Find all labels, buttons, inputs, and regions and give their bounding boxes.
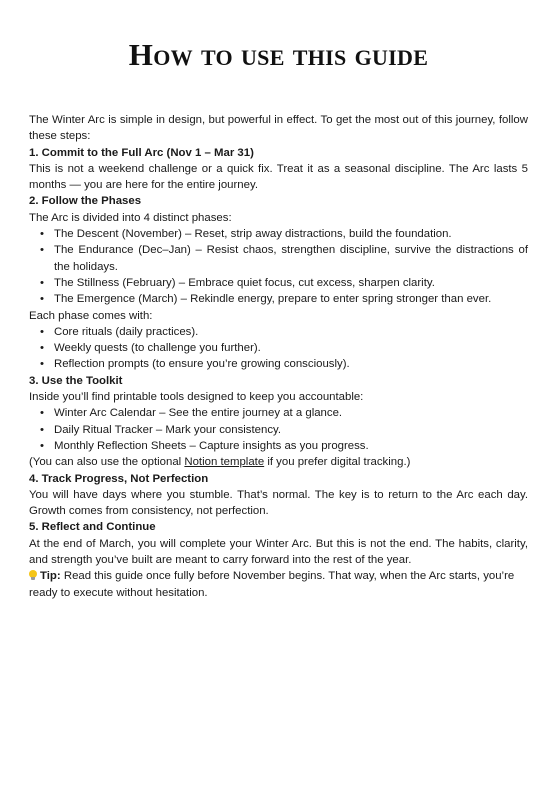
notion-template-link[interactable]: Notion template [184,456,265,469]
list-item: • Core rituals (daily practices). [54,324,528,340]
toolkit-list [29,405,528,454]
section-heading-toolkit: 3. Use the Toolkit [29,374,123,387]
list-item: • The Emergence (March) – Rekindle energy, prepare to enter spring stronger than ever. [54,291,528,307]
list-item: • The Stillness (February) – Embrace quiet focus, cut excess, sharpen clarity. [54,275,528,291]
list-item: • Winter Arc Calendar – See the entire journey at a glance. [54,405,528,421]
section-text-reflect: At the end of March, you will complete your Winter Arc. But this is not the end. The habits, clarity, and strength you’ve built are meant to carry forward into the rest of the year. [29,537,528,567]
tip-paragraph [29,568,528,601]
section-text-phases: The Arc is divided into 4 distinct phases: [29,211,232,224]
phases-list [29,226,528,307]
section-text-commit: This is not a weekend challenge or a quick fix. Treat it as a seasonal discipline. The Arc lasts 5 months — you are here for the entire journey. [29,162,528,192]
section-text-toolkit: Inside you’ll find printable tools designed to keep you accountable: [29,391,364,404]
note-text-after: if you prefer digital tracking.) [264,456,411,469]
list-item: • Reflection prompts (to ensure you’re growing consciously). [54,356,528,372]
lightbulb-icon [29,570,37,580]
list-item: • Daily Ritual Tracker – Mark your consistency. [54,422,528,438]
page-title: How to use this guide [128,37,429,72]
section-heading-reflect: 5. Reflect and Continue [29,521,156,534]
list-item: • The Descent (November) – Reset, strip away distractions, build the foundation. [54,226,528,242]
toolkit-note [29,454,528,470]
section-text-track: You will have days where you stumble. That’s normal. The key is to return to the Arc each day. Growth comes from consistency, not perfection. [29,488,528,518]
list-item: • The Endurance (Dec–Jan) – Resist chaos, strengthen discipline, survive the distractions of the holidays. [54,242,528,275]
list-item: • Weekly quests (to challenge you further). [54,340,528,356]
list-item: • Monthly Reflection Sheets – Capture insights as you progress. [54,438,528,454]
tip-text: Read this guide once fully before November begins. That way, when the Arc starts, you’re ready to execute without hesitation. [29,570,515,599]
tip-label: Tip: [40,570,61,583]
section-heading-track: 4. Track Progress, Not Perfection [29,472,209,485]
phase-includes-text: Each phase comes with: [29,309,153,322]
section-heading-commit: 1. Commit to the Full Arc (Nov 1 – Mar 31) [29,146,254,159]
note-text-before: (You can also use the optional [29,456,185,469]
phase-includes-list [29,324,528,373]
section-heading-phases: 2. Follow the Phases [29,195,142,208]
intro-text: The Winter Arc is simple in design, but powerful in effect. To get the most out of this journey, follow these steps: [29,114,528,143]
